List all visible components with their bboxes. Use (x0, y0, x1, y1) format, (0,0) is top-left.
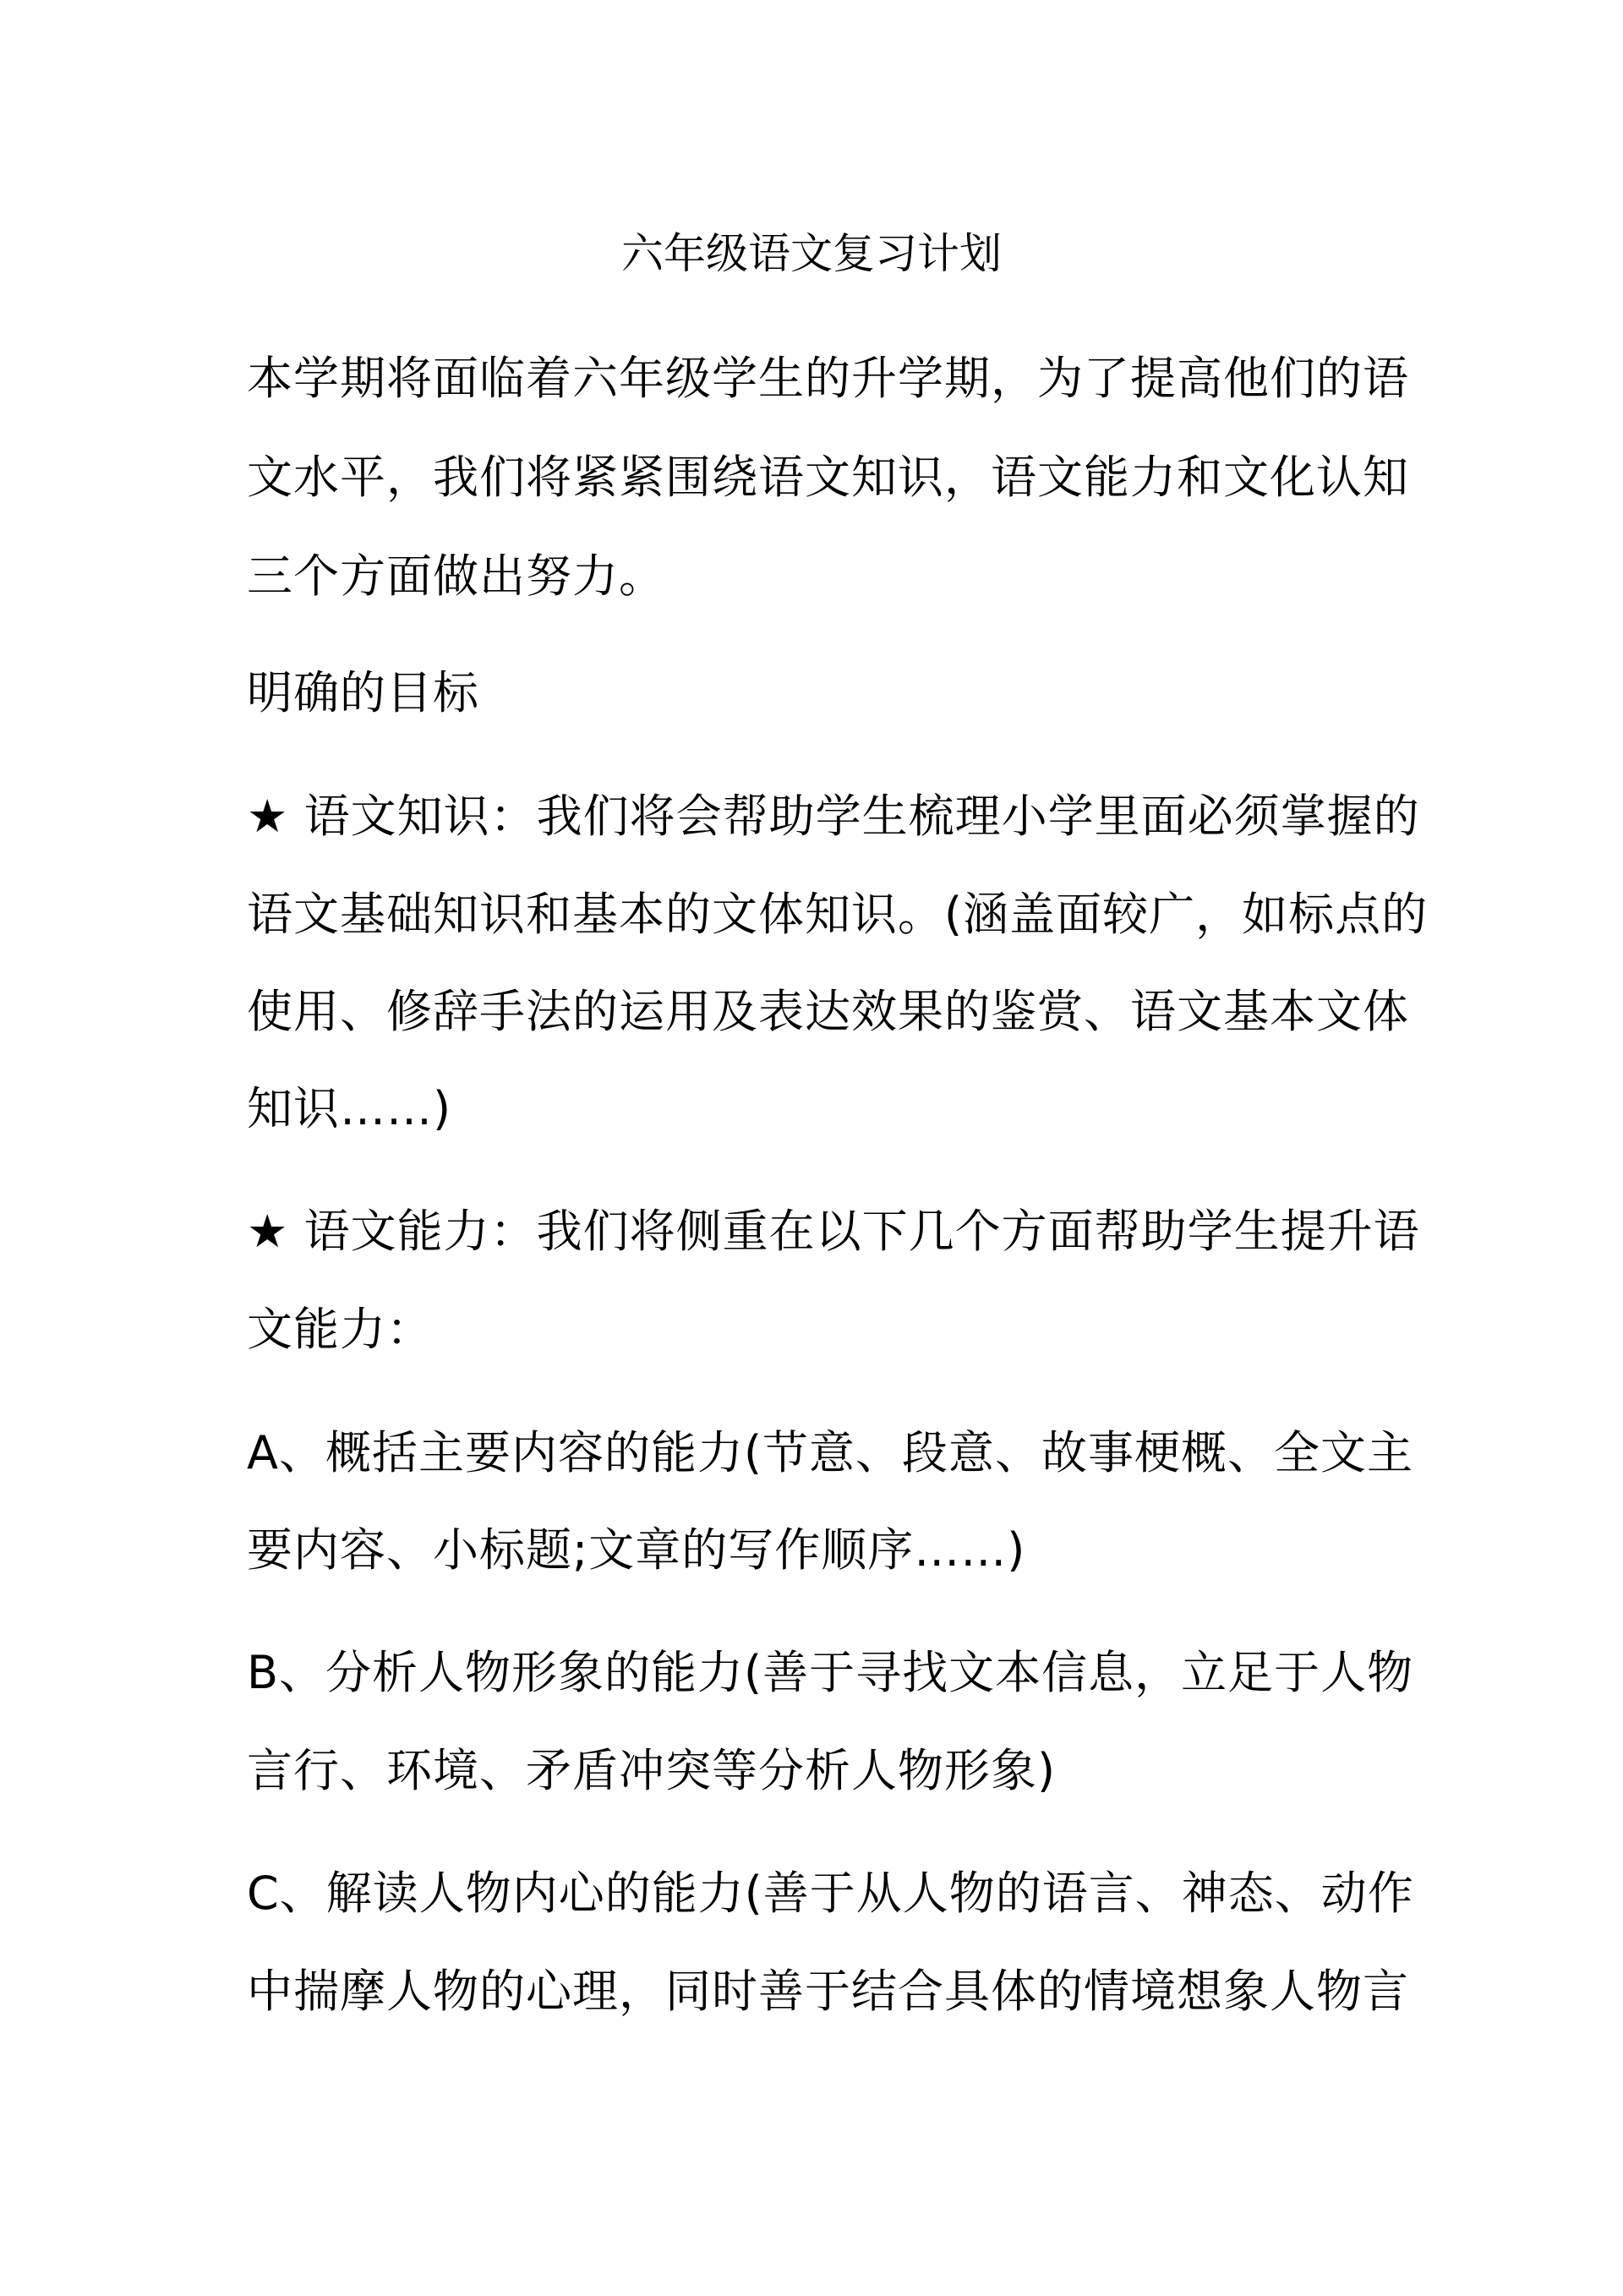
item-b-line-1: B、分析人物形象的能力(善于寻找文本信息，立足于人物 (247, 1646, 1414, 1699)
intro-line-2: 文水平，我们将紧紧围绕语文知识，语文能力和文化认知 (247, 451, 1409, 504)
item-b-line-2: 言行、环境、矛盾冲突等分析人物形象) (247, 1744, 1057, 1797)
intro-line-3: 三个方面做出努力。 (247, 549, 665, 603)
knowledge-line-3: 使用、修辞手法的运用及表达效果的鉴赏、语文基本文体 (247, 985, 1409, 1038)
item-a-line-2: 要内容、小标题;文章的写作顺序……) (247, 1523, 1026, 1577)
goal-heading: 明确的目标 (247, 666, 479, 719)
knowledge-line-2: 语文基础知识和基本的文体知识。(涵盖面较广，如标点的 (247, 888, 1429, 941)
ability-line-2: 文能力： (247, 1303, 433, 1356)
intro-line-1: 本学期将面临着六年级学生的升学期，为了提高他们的语 (247, 352, 1409, 405)
knowledge-line-1: ★ 语文知识：我们将会帮助学生梳理小学里面必须掌握的 (247, 790, 1420, 843)
ability-line-1: ★ 语文能力：我们将侧重在以下几个方面帮助学生提升语 (247, 1205, 1420, 1258)
item-c-line-1: C、解读人物内心的能力(善于从人物的语言、神态、动作 (247, 1867, 1414, 1920)
item-a-line-1: A、概括主要内容的能力(节意、段意、故事梗概、全文主 (247, 1426, 1414, 1479)
document-title: 六年级语文复习计划 (621, 229, 1002, 278)
item-c-line-2: 中揣摩人物的心理，同时善于结合具体的情境想象人物言 (247, 1965, 1409, 2018)
knowledge-line-4: 知识……) (247, 1082, 452, 1135)
